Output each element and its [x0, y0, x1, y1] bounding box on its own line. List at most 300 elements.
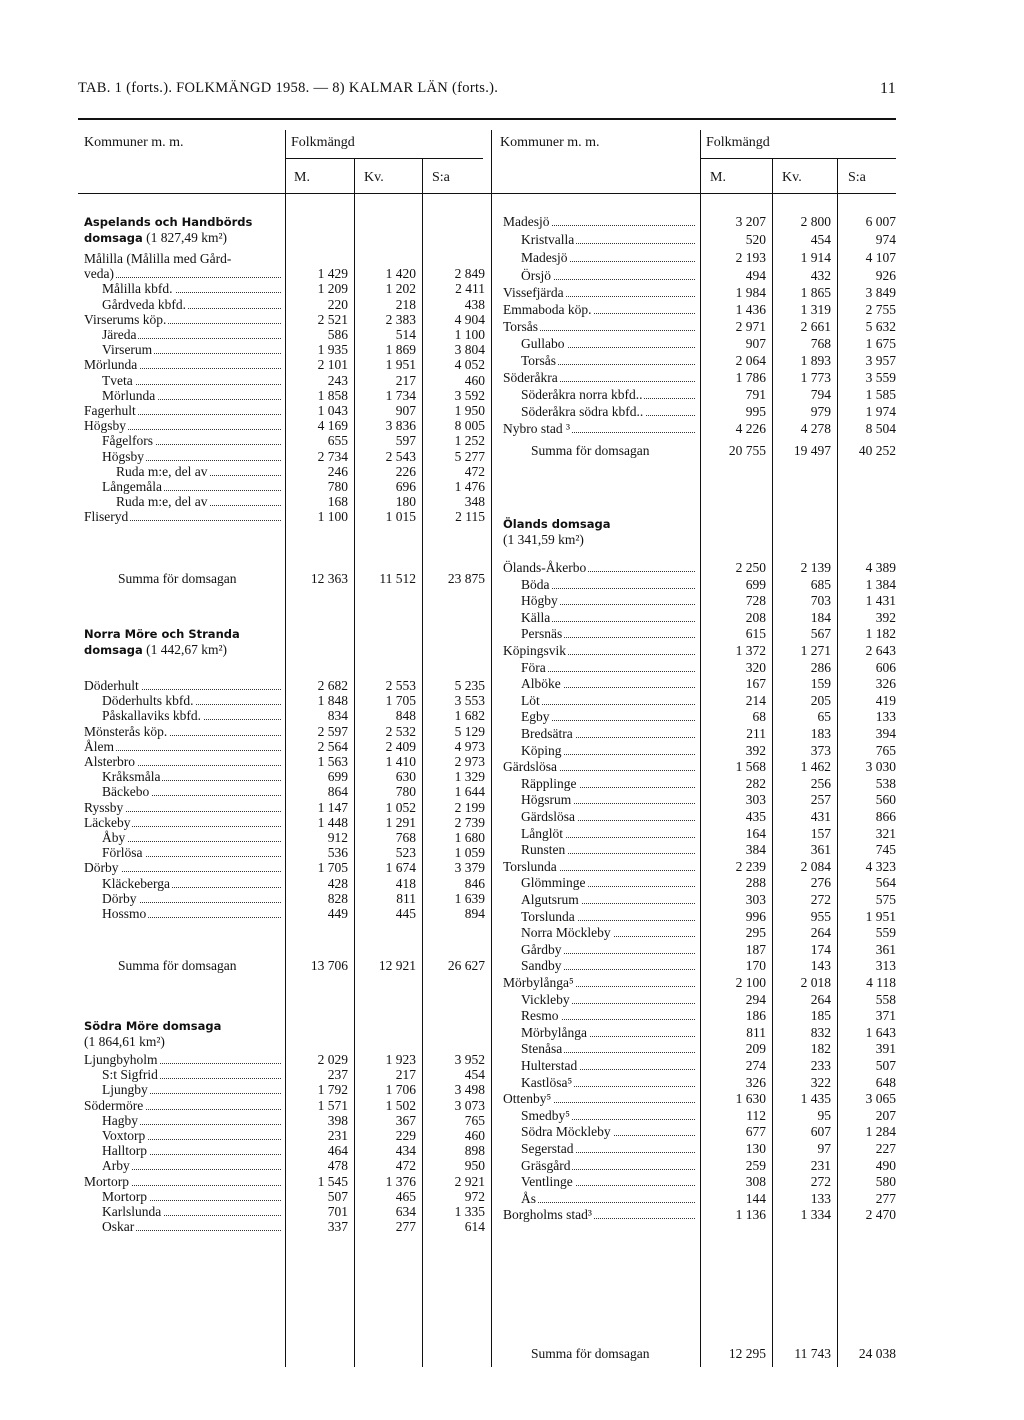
row-label: [521, 1108, 695, 1123]
row-label-text: Räpplinge: [521, 775, 577, 791]
value-kv: 1 705: [385, 693, 416, 709]
table-row: [0, 723, 1024, 741]
value-m: 68: [752, 709, 766, 725]
row-label-text: Källa: [521, 609, 551, 625]
value-m: 112: [746, 1107, 766, 1123]
value-sa: 1 585: [865, 387, 896, 402]
col-folkmangd-left: Folkmängd: [291, 135, 355, 150]
row-label-text: Oskar: [102, 1219, 135, 1235]
table-row: [0, 792, 1024, 807]
value-sa: 538: [875, 775, 896, 791]
value-sa: 3 952: [454, 1052, 485, 1067]
section-subtitle-bold: domsaga: [84, 643, 143, 657]
col-sa-left: S:a: [432, 170, 450, 185]
table-row: [0, 992, 1024, 1007]
value-sa: 898: [464, 1143, 485, 1159]
value-m: 282: [745, 775, 766, 791]
row-label-text: Bredsätra: [521, 726, 573, 741]
page-header: [78, 80, 896, 97]
value-kv: 2 018: [800, 975, 831, 990]
value-sa: 24 038: [858, 1346, 896, 1361]
value-sa: 5 235: [454, 678, 485, 693]
value-sa: 277: [875, 1190, 896, 1206]
value-sa: 2 973: [454, 754, 485, 769]
value-sa: 1 476: [454, 479, 485, 494]
row-label: [503, 975, 695, 990]
row-label: [521, 942, 695, 957]
value-m: 12 363: [310, 571, 348, 586]
table-row: [0, 1158, 1024, 1173]
value-m: 2 521: [317, 311, 348, 327]
table-row: [0, 353, 1024, 368]
value-kv: 1 334: [800, 1207, 831, 1223]
value-m: 4 169: [317, 418, 348, 434]
section-title: Ölands domsaga: [503, 517, 611, 531]
value-kv: 1 420: [385, 266, 416, 282]
table-row: [0, 709, 1024, 724]
value-sa: 5 129: [454, 723, 485, 739]
table-row: [0, 1075, 1024, 1090]
table-row: [0, 942, 1024, 957]
row-label: [503, 1207, 695, 1222]
value-sa: 26 627: [447, 958, 485, 973]
row-label-text: Ålem: [84, 738, 114, 754]
value-kv: 264: [810, 925, 831, 941]
value-kv: 2 409: [385, 738, 416, 754]
value-kv: 157: [810, 825, 831, 841]
value-sa: 2 470: [865, 1207, 896, 1223]
table-row: [0, 250, 1024, 265]
header-rule: [78, 193, 896, 194]
value-m: 220: [327, 296, 348, 312]
table-row: [0, 643, 1024, 658]
value-sa: 580: [875, 1174, 896, 1190]
table-row: [0, 859, 1024, 874]
row-label-text: Högsby: [84, 418, 127, 434]
value-sa: 1 384: [865, 576, 896, 592]
value-sa: 1 182: [865, 626, 896, 642]
table-row: [0, 268, 1024, 283]
table-row: [0, 776, 1024, 791]
row-label-text: Tveta: [102, 372, 133, 388]
value-m: 2 597: [317, 723, 348, 739]
col-kv-left: Kv.: [364, 170, 384, 185]
value-kv: 11 512: [379, 571, 416, 586]
value-kv: 174: [810, 941, 831, 957]
table-row: [0, 479, 1024, 494]
value-sa: 207: [875, 1107, 896, 1123]
value-kv: 367: [395, 1112, 416, 1128]
value-kv: 1 052: [385, 799, 416, 815]
row-label: [503, 421, 695, 436]
value-m: 907: [745, 336, 766, 351]
value-m: 478: [327, 1158, 348, 1174]
row-label-text: Kastlösa⁵: [521, 1074, 573, 1090]
table-row: [0, 875, 1024, 890]
value-sa: 648: [875, 1074, 896, 1090]
value-m: 303: [745, 892, 766, 907]
value-kv: 434: [395, 1143, 416, 1159]
value-sa: 1 643: [865, 1024, 896, 1040]
value-sa: 392: [875, 609, 896, 625]
value-m: 326: [745, 1074, 766, 1090]
row-label: [503, 302, 695, 317]
row-label-text: Ljungbyholm: [84, 1052, 158, 1067]
row-label: [531, 1346, 695, 1361]
table-row: [0, 1091, 1024, 1106]
folkmangd-rule-left: [285, 158, 483, 159]
row-label-text: Södermöre: [84, 1097, 144, 1113]
row-label-text: veda): [84, 266, 114, 282]
value-sa: 227: [875, 1141, 896, 1156]
value-m: 398: [327, 1112, 348, 1128]
value-kv: 1 734: [385, 387, 416, 403]
value-sa: 564: [875, 875, 896, 891]
row-label-text: Förlösa: [102, 845, 143, 861]
row-label: [521, 1158, 695, 1173]
value-sa: 575: [875, 892, 896, 907]
row-label-text: Emmaboda köp.: [503, 302, 592, 317]
value-kv: 361: [810, 842, 831, 858]
value-m: 144: [745, 1190, 766, 1206]
value-sa: 2 849: [454, 266, 485, 282]
value-sa: 23 875: [447, 571, 485, 586]
row-label-text: Virserum: [102, 342, 153, 358]
value-sa: 394: [875, 726, 896, 741]
row-label-text: Dörby: [102, 890, 137, 906]
row-label-text: Ottenby⁵: [503, 1091, 552, 1107]
row-label: [116, 494, 281, 509]
col-sa-right: S:a: [848, 170, 866, 185]
value-kv: 794: [810, 387, 831, 402]
row-label: [521, 626, 695, 641]
value-sa: 974: [875, 232, 896, 247]
value-m: 2 239: [735, 858, 766, 874]
row-label-text: Mortorp: [102, 1188, 147, 1204]
value-kv: 597: [395, 433, 416, 449]
row-label-text: Ruda m:e, del av: [116, 494, 208, 510]
row-label-text: Torsås: [521, 353, 557, 368]
row-label: [503, 643, 695, 658]
table-row: [0, 1188, 1024, 1206]
value-m: 780: [327, 479, 348, 494]
row-label-text: Gärdslösa: [503, 759, 557, 775]
value-kv: 2 800: [800, 214, 831, 229]
value-sa: 5 632: [865, 319, 896, 334]
row-label-text: Åby: [102, 830, 126, 845]
row-label-text: Högby: [521, 593, 558, 609]
row-label-text: Påskallaviks kbfd.: [102, 708, 201, 724]
value-sa: 1 682: [454, 708, 485, 724]
value-m: 2 064: [735, 353, 766, 368]
row-label-text: Kläckeberga: [102, 875, 170, 891]
value-sa: 3 498: [454, 1082, 485, 1098]
row-label-text: Örsjö: [521, 268, 551, 283]
value-kv: 432: [810, 268, 831, 283]
value-m: 274: [745, 1058, 766, 1073]
value-kv: 184: [810, 609, 831, 625]
row-label: [503, 560, 695, 575]
table-row: [0, 1025, 1024, 1040]
value-sa: 1 680: [454, 830, 485, 845]
row-label-text: Vissefjärda: [503, 285, 564, 300]
table-row: [0, 404, 1024, 419]
value-sa: 765: [875, 742, 896, 758]
row-label-text: Runsten: [521, 842, 566, 858]
section-subtitle: (1 827,49 km²): [146, 230, 228, 245]
value-kv: 2 084: [800, 858, 831, 874]
row-label: [521, 809, 695, 824]
value-kv: 1 951: [385, 357, 416, 373]
table-row: [0, 560, 1024, 575]
row-label-text: Järeda: [102, 327, 137, 342]
value-kv: 2 383: [385, 311, 416, 327]
value-sa: 1 329: [454, 769, 485, 785]
row-label-text: Torsås: [503, 319, 539, 334]
value-sa: 4 052: [454, 357, 485, 373]
row-label-text: Långlöt: [521, 825, 563, 841]
section-subtitle-line: [503, 532, 610, 547]
value-m: 12 295: [728, 1346, 766, 1361]
row-label-text: Nybro stad ³: [503, 421, 571, 436]
value-m: 209: [745, 1041, 766, 1057]
value-kv: 445: [395, 906, 416, 921]
value-kv: 182: [810, 1041, 831, 1057]
value-sa: 2 199: [454, 799, 485, 815]
row-label-text: Fagerhult: [84, 403, 136, 418]
value-kv: 286: [810, 659, 831, 675]
table-row: [0, 285, 1024, 300]
value-m: 1 786: [735, 370, 766, 385]
value-kv: 233: [810, 1058, 831, 1073]
table-row: [0, 1008, 1024, 1023]
value-m: 728: [745, 593, 766, 609]
row-label: [521, 892, 695, 907]
section-subtitle-bold: domsaga: [84, 231, 143, 245]
value-kv: 217: [395, 372, 416, 388]
row-label-text: Alböke: [521, 676, 561, 692]
col-kommuner-right: Kommuner m. m.: [500, 135, 600, 150]
value-m: 130: [745, 1141, 766, 1156]
row-label-text: Ventlinge: [521, 1174, 573, 1190]
value-kv: 907: [395, 403, 416, 418]
row-label-text: Söderåkra: [503, 370, 558, 385]
row-label: [521, 353, 695, 368]
value-sa: 972: [464, 1188, 485, 1204]
value-m: 211: [746, 726, 766, 741]
value-sa: 3 030: [865, 759, 896, 775]
row-label-text: Alsterbro: [84, 754, 135, 769]
value-kv: 133: [810, 1190, 831, 1206]
row-label-text: Köping: [521, 742, 562, 758]
table-row: [0, 494, 1024, 509]
row-label: [521, 676, 695, 691]
row-label: [503, 859, 695, 874]
table-row: [0, 319, 1024, 334]
value-sa: 560: [875, 792, 896, 808]
row-label-text: Mörlunda: [102, 387, 156, 403]
row-label-text: Gräsgård: [521, 1157, 571, 1173]
row-label-text: Virserums köp.: [84, 311, 167, 327]
value-kv: 685: [810, 576, 831, 592]
value-sa: 926: [875, 268, 896, 283]
table-row: [0, 593, 1024, 608]
table-row: [0, 302, 1024, 317]
value-sa: 5 277: [454, 448, 485, 464]
value-kv: 1 410: [385, 754, 416, 769]
value-kv: 955: [810, 908, 831, 924]
row-label-text: Algutsrum: [521, 892, 579, 907]
row-label: [503, 285, 695, 300]
value-kv: 607: [810, 1124, 831, 1140]
row-label-text: Döderhult: [84, 678, 139, 693]
value-sa: 8 504: [865, 421, 896, 436]
table-row: [0, 1174, 1024, 1189]
value-kv: 226: [395, 463, 416, 479]
value-kv: 418: [395, 875, 416, 891]
table-row: [0, 610, 1024, 625]
row-label: [521, 1058, 695, 1073]
row-label: [521, 336, 695, 351]
value-m: 186: [745, 1008, 766, 1024]
value-m: 811: [746, 1024, 766, 1040]
value-kv: 431: [810, 809, 831, 824]
table-row: [0, 421, 1024, 436]
value-m: 655: [327, 433, 348, 449]
value-kv: 1 376: [385, 1173, 416, 1189]
value-m: 699: [745, 576, 766, 592]
table-row: [0, 464, 1024, 479]
row-label: [503, 370, 695, 385]
value-sa: 321: [875, 825, 896, 841]
row-label-text: Målilla kbfd.: [102, 281, 173, 297]
row-label-text: Madesjö: [521, 250, 568, 265]
value-sa: 4 904: [454, 311, 485, 327]
value-m: 1 935: [317, 342, 348, 358]
table-row: [0, 925, 1024, 940]
table-row: [0, 626, 1024, 641]
row-label-text: Fågelfors: [102, 433, 153, 449]
value-sa: 1 335: [454, 1204, 485, 1219]
value-sa: 4 323: [865, 858, 896, 874]
row-label-text: Norra Möckleby: [521, 925, 611, 941]
table-row: [0, 743, 1024, 758]
value-sa: 894: [464, 906, 485, 921]
table-row: [0, 809, 1024, 824]
value-kv: 2 139: [800, 560, 831, 575]
value-m: 231: [327, 1128, 348, 1143]
value-sa: 4 107: [865, 250, 896, 265]
row-label-text: Egby: [521, 709, 550, 725]
value-m: 384: [745, 842, 766, 858]
row-label-text: Hulterstad: [521, 1058, 578, 1073]
value-m: 586: [327, 327, 348, 342]
row-label-text: Summa för domsagan: [118, 571, 237, 586]
value-sa: 558: [875, 991, 896, 1007]
col-m-left: M.: [294, 170, 310, 185]
row-label-text: Stenåsa: [521, 1041, 563, 1057]
value-kv: 1 271: [800, 643, 831, 658]
row-label-text: Läckeby: [84, 814, 131, 830]
row-label-text: Högsrum: [521, 792, 572, 808]
section-title: Norra Möre och Stranda: [84, 627, 240, 641]
value-m: 1 136: [735, 1207, 766, 1223]
value-kv: 703: [810, 593, 831, 609]
table-row: [0, 370, 1024, 385]
row-label: [531, 443, 695, 458]
value-sa: 846: [464, 875, 485, 891]
row-label-text: Arby: [102, 1158, 130, 1174]
value-m: 464: [327, 1143, 348, 1159]
row-label: [521, 610, 695, 625]
value-kv: 1 865: [800, 285, 831, 300]
value-kv: 277: [395, 1219, 416, 1235]
row-label: [503, 214, 695, 229]
section-subtitle: (1 442,67 km²): [146, 642, 228, 657]
value-m: 214: [745, 692, 766, 708]
table-row: [0, 1141, 1024, 1159]
value-kv: 217: [395, 1067, 416, 1083]
row-label: [521, 726, 695, 741]
value-sa: 3 592: [454, 387, 485, 403]
value-m: 288: [745, 875, 766, 891]
value-kv: 257: [810, 792, 831, 808]
row-label: [521, 875, 695, 890]
value-m: 912: [327, 830, 348, 845]
value-sa: 361: [875, 941, 896, 957]
value-sa: 1 252: [454, 433, 485, 449]
value-kv: 1 674: [385, 860, 416, 876]
row-label: [521, 268, 695, 283]
row-label-text: Vickleby: [521, 991, 570, 1007]
value-sa: 419: [875, 692, 896, 708]
row-label-text: Gårdveda kbfd.: [102, 296, 186, 312]
row-label: [521, 709, 695, 724]
value-m: 170: [745, 958, 766, 974]
value-kv: 1 015: [385, 509, 416, 525]
row-label: [521, 1041, 695, 1056]
row-label: [521, 925, 695, 940]
row-label: [521, 693, 695, 708]
value-m: 295: [745, 925, 766, 941]
value-m: 308: [745, 1174, 766, 1190]
value-m: 2 029: [317, 1052, 348, 1067]
value-kv: 523: [395, 845, 416, 861]
value-sa: 371: [875, 1008, 896, 1024]
value-m: 187: [745, 941, 766, 957]
value-sa: 348: [464, 494, 485, 510]
value-sa: 490: [875, 1157, 896, 1173]
row-label-text: Gullabo: [521, 336, 565, 351]
row-label: [521, 1008, 695, 1023]
col-kommuner-left: Kommuner m. m.: [84, 135, 184, 150]
table-row: [0, 336, 1024, 351]
value-sa: 3 553: [454, 693, 485, 709]
row-label-text: Mörlunda: [84, 357, 138, 373]
value-m: 2 971: [735, 319, 766, 334]
row-label: [521, 1191, 695, 1206]
row-label-text: Hossmo: [102, 906, 147, 921]
table-row: [0, 1058, 1024, 1073]
row-label-text: Ruda m:e, del av: [116, 463, 208, 479]
row-label-text: Ljungby: [102, 1082, 148, 1098]
value-m: 791: [745, 387, 766, 402]
value-m: 1 792: [317, 1082, 348, 1098]
leader-dots: [521, 1202, 695, 1203]
value-m: 494: [745, 268, 766, 283]
value-m: 1 568: [735, 759, 766, 775]
col-m-right: M.: [710, 170, 726, 185]
